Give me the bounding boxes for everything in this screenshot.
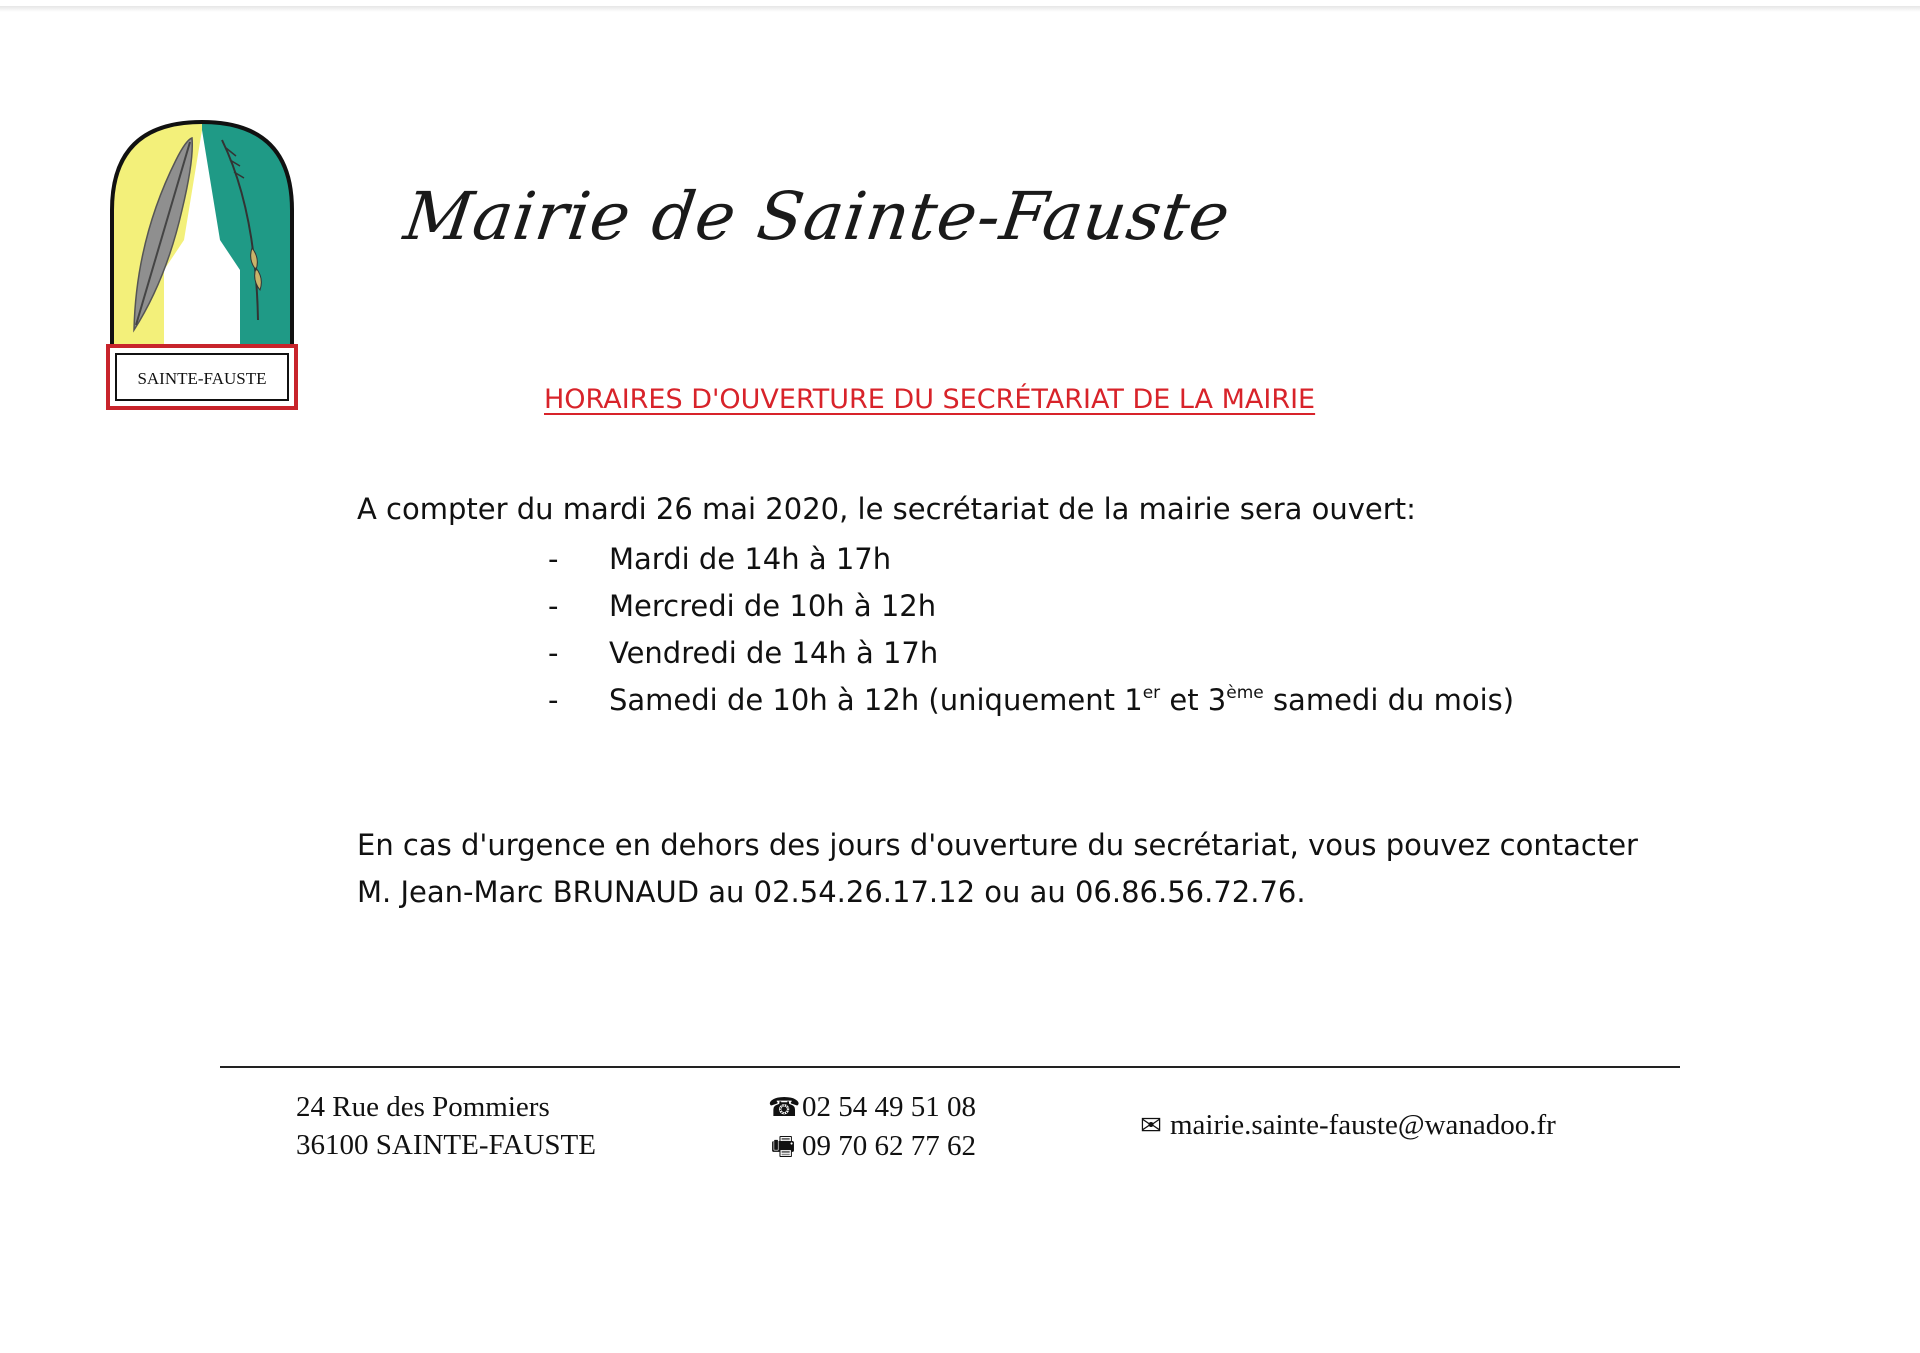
mairie-title: Mairie de Sainte-Fauste: [399, 178, 1236, 255]
urgency-line-2: M. Jean-Marc BRUNAUD au 02.54.26.17.12 ou au 06.86.56.72.76.: [357, 875, 1306, 909]
phone-number: 02 54 49 51 08: [802, 1091, 976, 1123]
notice-heading: HORAIRES D'OUVERTURE DU SECRÉTARIAT DE LA MAIRIE: [544, 384, 1316, 415]
list-dash: -: [548, 589, 559, 623]
fax-icon: 🖷: [770, 1132, 796, 1161]
saturday-text-before: Samedi de 10h à 12h (uniquement 1: [609, 683, 1143, 717]
logo-emblem: [106, 120, 298, 412]
schedule-entry: Vendredi de 14h à 17h: [609, 636, 939, 670]
address-street: 24 Rue des Pommiers: [296, 1091, 550, 1123]
schedule-entry: Mardi de 14h à 17h: [609, 542, 892, 576]
email-address: mairie.sainte-fauste@wanadoo.fr: [1170, 1109, 1556, 1141]
urgency-contact: [357, 822, 1638, 916]
fax-number: 09 70 62 77 62: [802, 1130, 976, 1162]
fax-line: [768, 1127, 976, 1166]
schedule-entry-saturday: [609, 677, 1514, 724]
schedule-entry: Mercredi de 10h à 12h: [609, 589, 937, 623]
address-city: 36100 SAINTE-FAUSTE: [296, 1129, 596, 1161]
mailbox-icon: ✉: [1140, 1111, 1162, 1140]
superscript-first: er: [1142, 683, 1161, 703]
telephone-icon: ☎: [768, 1093, 801, 1122]
logo-label: SAINTE-FAUSTE: [137, 369, 267, 388]
page-top-edge: [0, 6, 1920, 12]
saturday-text-after: samedi du mois): [1263, 683, 1515, 717]
list-dash: -: [548, 683, 559, 717]
opening-intro: A compter du mardi 26 mai 2020, le secrétariat de la mairie sera ouvert:: [357, 492, 1416, 526]
footer-address: [296, 1088, 596, 1164]
phone-line: [768, 1088, 976, 1127]
saturday-text-middle: et 3: [1160, 683, 1227, 717]
footer-divider: [220, 1066, 1680, 1068]
superscript-third: ème: [1226, 683, 1264, 703]
sainte-fauste-logo: [106, 120, 298, 412]
footer-phones: [768, 1088, 976, 1166]
footer-email: [1136, 1106, 1556, 1145]
list-dash: -: [548, 542, 559, 576]
list-dash: -: [548, 636, 559, 670]
urgency-line-1: En cas d'urgence en dehors des jours d'ouverture du secrétariat, vous pouvez contacter: [357, 828, 1638, 862]
